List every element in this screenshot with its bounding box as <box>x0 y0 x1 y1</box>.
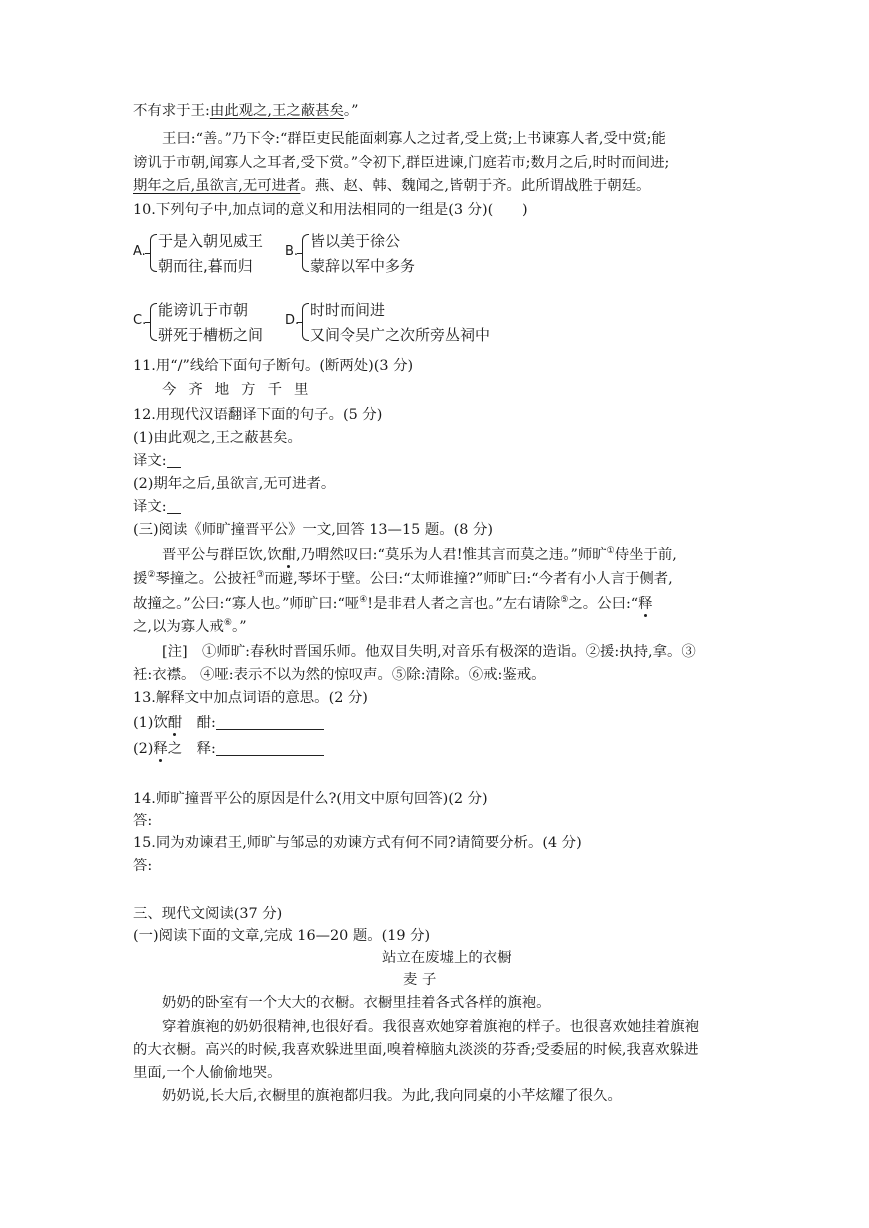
passage-paragraph-line: 王曰:“善。”乃下令:“群臣吏民能面刺寡人之过者,受上赏;上书谏寡人者,受中赏;能 <box>162 131 666 147</box>
footnote-marker: ① <box>606 546 615 556</box>
text: !是非君人者之言也。”左右请除 <box>367 596 561 612</box>
dotted-word: 释 <box>153 741 168 757</box>
option-letter: C. <box>133 313 147 328</box>
article-title: 站立在废墟上的衣橱 <box>382 950 512 966</box>
text: 之,以为寡人戒 <box>133 619 224 635</box>
text: 援 <box>133 571 148 587</box>
translation-label: 译文: <box>133 499 167 515</box>
question-12-item-1: (1)由此观之,王之蔽甚矣。 <box>133 430 302 446</box>
option-sentence: 于是入朝见威王 <box>158 232 264 250</box>
classical-text-line <box>133 569 673 589</box>
passage-paragraph-line <box>133 176 650 196</box>
option-sentence: 又间令吴广之次所旁丛祠中 <box>310 326 491 344</box>
brace-icon <box>302 303 309 341</box>
article-paragraph: 奶奶说,长大后,衣橱里的旗袍都归我。为此,我向同桌的小芊炫耀了很久。 <box>162 1088 622 1104</box>
brace-icon <box>150 234 157 272</box>
option-letter: B. <box>285 244 299 259</box>
answer-label: 答: <box>133 858 153 874</box>
option-sentence: 蒙辞以军中多务 <box>310 257 416 275</box>
translation-line-1 <box>133 451 181 471</box>
answer-blank[interactable] <box>216 715 324 730</box>
section-heading: (一)阅读下面的文章,完成 16—20 题。(19 分) <box>133 928 431 944</box>
option-sentence: 能谤讥于市朝 <box>158 301 249 319</box>
text: ,乃喟然叹曰:“莫乐为人君!惟其言而莫之违。”师旷 <box>296 547 607 563</box>
option-sentence: 朝而往,暮而归 <box>158 257 253 275</box>
classical-text-line <box>162 545 677 565</box>
text: 酣: <box>182 715 216 731</box>
classical-text-line <box>133 617 247 637</box>
translation-label: 译文: <box>133 453 167 469</box>
text: 而避,琴坏于壁。公曰:“太师谁撞?”师旷曰:“今者有小人言于侧者, <box>264 571 673 587</box>
option-sentence: 骈死于槽枥之间 <box>158 326 264 344</box>
dotted-word: 酣 <box>281 547 297 563</box>
question-11-stem: 11.用“/”线给下面句子断句。(断两处)(3 分) <box>133 358 414 374</box>
sentence-to-punctuate: 今齐地方千里 <box>162 382 321 398</box>
option-letter: D. <box>285 313 300 328</box>
question-14-stem: 14.师旷撞晋平公的原因是什么?(用文中原句回答)(2 分) <box>133 791 488 807</box>
footnote-line: [注] ①师旷:春秋时晋国乐师。他双目失明,对音乐有极深的造诣。②援:执持,拿。③ <box>162 644 696 660</box>
text: 不有求于王: <box>133 103 210 119</box>
question-10-stem: 10.下列句子中,加点词的意义和用法相同的一组是(3 分)( ) <box>133 202 528 218</box>
answer-blank[interactable] <box>167 453 181 468</box>
text: (2) <box>133 741 154 757</box>
passage-paragraph-line: 谤讥于市朝,闻寡人之耳者,受下赏。”令初下,群臣进谏,门庭若市;数月之后,时时而间进; <box>133 155 670 171</box>
footnote-marker: ⑤ <box>560 595 569 605</box>
answer-label: 答: <box>133 813 153 829</box>
question-13-item-2 <box>133 739 324 759</box>
text: 之。公曰:“ <box>568 596 639 612</box>
article-author: 麦 子 <box>403 972 437 988</box>
passage-line-1 <box>133 101 358 121</box>
option-sentence: 皆以美于徐公 <box>310 232 401 250</box>
answer-blank[interactable] <box>216 741 324 756</box>
question-13-stem: 13.解释文中加点词语的意思。(2 分) <box>133 690 368 706</box>
footnote-marker: ③ <box>256 570 265 580</box>
option-sentence: 时时而间进 <box>310 301 386 319</box>
text: 。” <box>343 103 359 119</box>
text: 晋平公与群臣饮,饮 <box>162 547 282 563</box>
question-13-item-1 <box>133 713 324 733</box>
question-12-item-2: (2)期年之后,虽欲言,无可进者。 <box>133 476 336 492</box>
text: 。” <box>232 619 247 635</box>
article-paragraph: 奶奶的卧室有一个大大的衣橱。衣橱里挂着各式各样的旗袍。 <box>162 995 551 1011</box>
footnote-line: 衽:衣襟。 ④哑:表示不以为然的惊叹声。⑤除:清除。⑥戒:鉴戒。 <box>133 667 546 683</box>
article-paragraph-line: 的大衣橱。高兴的时候,我喜欢躲进里面,嗅着樟脑丸淡淡的芬香;受委屈的时候,我喜欢躲进 <box>133 1042 699 1058</box>
dotted-word: 释 <box>638 596 653 612</box>
underlined-sentence: 期年之后,虽欲言,无可进者 <box>133 178 301 194</box>
translation-line-2 <box>133 497 181 517</box>
footnote-marker: ④ <box>359 595 368 605</box>
article-paragraph-line: 里面,一个人偷偷地哭。 <box>133 1065 282 1081</box>
text: 侍坐于前, <box>614 547 677 563</box>
text: 琴撞之。公披衽 <box>155 571 257 587</box>
brace-icon <box>302 234 309 272</box>
brace-icon <box>150 303 157 341</box>
part-heading: 三、现代文阅读(37 分) <box>133 906 283 922</box>
text: 。燕、赵、韩、魏闻之,皆朝于齐。此所谓战胜于朝廷。 <box>300 178 651 194</box>
option-letter: A. <box>133 244 146 259</box>
classical-text-line <box>133 594 653 614</box>
article-paragraph: 穿着旗袍的奶奶很精神,也很好看。我很喜欢她穿着旗袍的样子。也很喜欢她挂着旗袍 <box>162 1019 700 1035</box>
text: (1)饮 <box>133 715 168 731</box>
text: 故撞之。”公曰:“寡人也。”师旷曰:“哑 <box>133 596 360 612</box>
question-12-stem: 12.用现代汉语翻译下面的句子。(5 分) <box>133 407 383 423</box>
underlined-sentence: 由此观之,王之蔽甚矣 <box>209 103 344 119</box>
section-heading: (三)阅读《师旷撞晋平公》一文,回答 13—15 题。(8 分) <box>133 522 493 538</box>
footnote-marker: ⑥ <box>223 618 232 628</box>
dotted-word: 酣 <box>167 715 183 731</box>
answer-blank[interactable] <box>167 499 181 514</box>
footnote-marker: ② <box>147 570 156 580</box>
text: 之 释: <box>167 741 216 757</box>
question-15-stem: 15.同为劝谏君王,师旷与邹忌的劝谏方式有何不同?请简要分析。(4 分) <box>133 835 582 851</box>
